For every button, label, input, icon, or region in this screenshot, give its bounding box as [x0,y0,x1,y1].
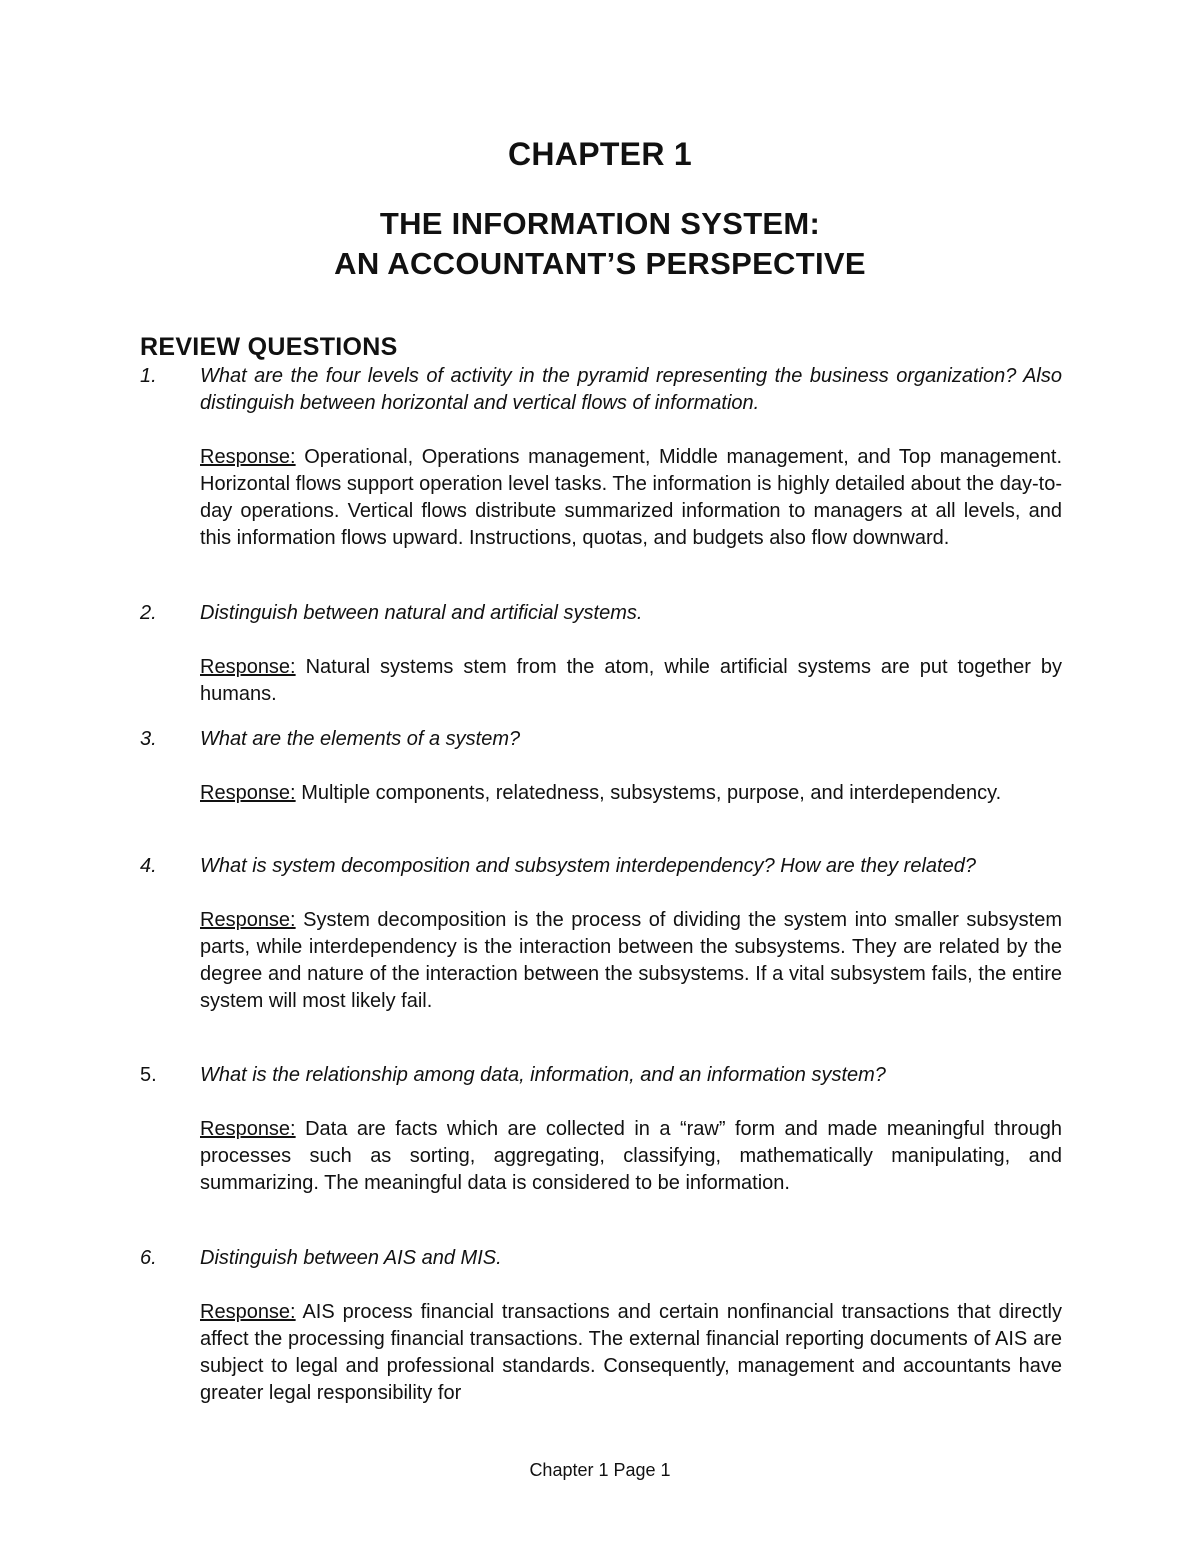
question-block-1 [140,363,1062,552]
response-text [140,654,1062,708]
response-body: Data are facts which are collected in a “raw” form and made meaningful through processes such as sorting, aggregating, classifying, mathematically manipulating, and summarizing. The meaningful data is considered to be information. [200,1118,1062,1194]
response-text [140,907,1062,1015]
response-text [140,1299,1062,1407]
response-body: AIS process financial transactions and certain nonfinancial transactions that directly affect the processing financial transactions. The external financial reporting documents of AIS are subject to legal and professional standards. Consequently, management and accountants have greater legal responsibility for [200,1301,1062,1404]
question-number: 4. [140,855,157,877]
question-block-2 [140,600,1062,708]
response-body: Operational, Operations management, Middle management, and Top management. Horizontal flows support operation level tasks. The information is highly detailed about the day-to-day operations. Vertical flows distribute summarized information to managers at all levels, and this information flows upward. Instructions, quotas, and budgets also flow downward. [200,446,1062,549]
response-text [140,444,1062,552]
subtitle-line-1: THE INFORMATION SYSTEM: [379,206,821,241]
question-text [140,600,1062,627]
question-number: 5. [140,1064,157,1086]
chapter-subtitle [0,204,1200,284]
response-body: Multiple components, relatedness, subsystems, purpose, and interdependency. [301,782,1002,804]
question-text [140,1062,1062,1089]
question-body: What is the relationship among data, information, and an information system? [200,1064,886,1086]
response-label: Response: [200,1301,296,1323]
question-text [140,726,1062,753]
section-heading: REVIEW QUESTIONS [140,333,398,361]
response-body: Natural systems stem from the atom, while artificial systems are put together by humans. [200,656,1062,705]
question-body: What are the four levels of activity in the pyramid representing the business organization? Also distinguish between horizontal and vertical flows of information. [200,365,1062,414]
question-block-4 [140,853,1062,1015]
chapter-title: CHAPTER 1 [507,136,693,172]
question-block-5 [140,1062,1062,1197]
question-text [140,1245,1062,1272]
question-body: Distinguish between natural and artificial systems. [200,602,643,624]
response-text [140,1116,1062,1197]
response-text [140,780,1062,807]
response-label: Response: [200,782,296,804]
response-label: Response: [200,1118,296,1140]
question-block-6 [140,1245,1062,1407]
question-text [140,853,1062,880]
question-number: 6. [140,1247,157,1269]
question-body: Distinguish between AIS and MIS. [200,1247,502,1269]
page-footer: Chapter 1 Page 1 [529,1460,671,1480]
response-label: Response: [200,909,296,931]
subtitle-line-2: AN ACCOUNTANT’S PERSPECTIVE [334,246,866,281]
question-number: 3. [140,728,157,750]
question-body: What are the elements of a system? [200,728,521,750]
question-block-3 [140,726,1062,807]
question-number: 1. [140,365,157,387]
question-text [140,363,1062,417]
question-number: 2. [140,602,157,624]
question-body: What is system decomposition and subsystem interdependency? How are they related? [200,855,976,877]
response-label: Response: [200,656,296,678]
response-body: System decomposition is the process of dividing the system into smaller subsystem parts, while interdependency is the interaction between the subsystems. They are related by the degree and nature of the interaction between the subsystems. If a vital subsystem fails, the entire system will most likely fail. [200,909,1062,1012]
response-label: Response: [200,446,296,468]
